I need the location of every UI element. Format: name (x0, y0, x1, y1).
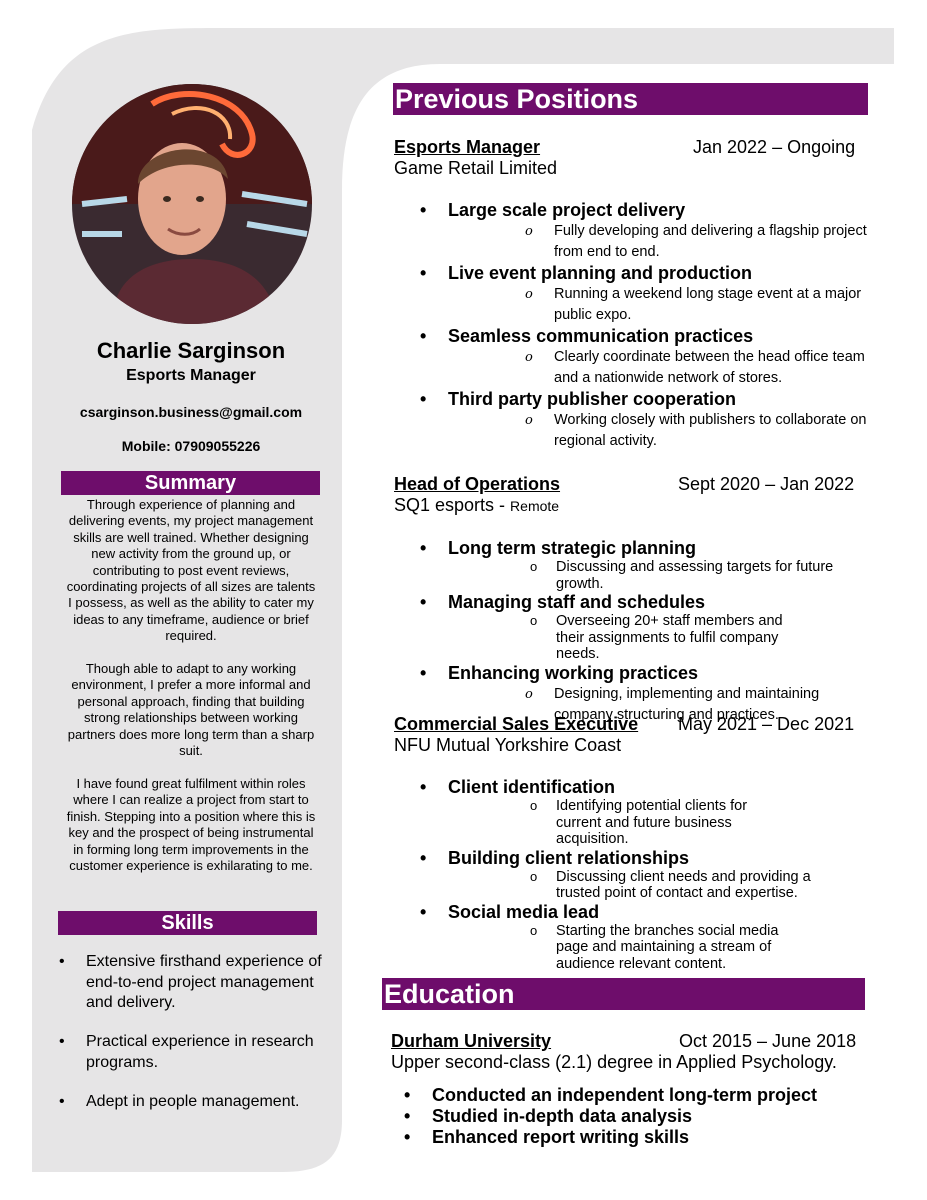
job-point-head: Third party publisher cooperation (448, 389, 737, 409)
job-dates: Jan 2022 – Ongoing (693, 137, 856, 157)
job-title: Commercial Sales Executive (394, 714, 639, 734)
profile-mobile: Mobile: 07909055226 (121, 438, 261, 454)
skills-heading: Skills (58, 911, 317, 935)
job-point-detail: o Working closely with publishers to collaborate on regional activity. (448, 410, 868, 452)
job-title: Head of Operations (394, 474, 561, 494)
education-point: • Studied in-depth data analysis (391, 1106, 871, 1127)
job-entry (394, 137, 868, 452)
job-entry (394, 474, 868, 726)
job-dates: Sept 2020 – Jan 2022 (678, 474, 855, 494)
job-company-note: Remote (510, 498, 560, 514)
job-point-head: Large scale project delivery (448, 200, 686, 220)
profile-email[interactable]: csarginson.business@gmail.com (79, 404, 303, 420)
job-point-head: Building client relationships (448, 847, 690, 868)
job-company: NFU Mutual Yorkshire Coast (394, 735, 622, 755)
profile-role: Esports Manager (126, 367, 256, 384)
degree: Upper second-class (2.1) degree in Applied Psychology. (391, 1052, 837, 1072)
job-entry (394, 714, 868, 972)
job-point-detail: o Discussing and assessing targets for future growth. (448, 559, 868, 592)
education-heading: Education (382, 978, 865, 1010)
job-point (394, 200, 868, 263)
job-point (394, 263, 868, 326)
positions-heading: Previous Positions (393, 83, 868, 115)
profile-name: Charlie Sarginson (96, 338, 286, 363)
job-point-head: Client identification (448, 777, 616, 797)
job-point-detail: o Running a weekend long stage event at a major public expo. (448, 284, 868, 326)
job-point-head: Long term strategic planning (448, 538, 697, 558)
summary-paragraph: Through experience of planning and delivering events, my project management skills are well trained. Whether designing new activity from the ground up, or contributing to post event reviews, coordinating projects of all sizes are talents I possess, as well as the ability to cater my ideas to any timeframe, audience or brief required. (66, 497, 316, 644)
job-point-head: Enhancing working practices (448, 662, 699, 683)
skills-list (56, 952, 332, 1131)
job-point-detail: o Discussing client needs and providing a trusted point of contact and expertise. (448, 869, 868, 902)
job-point-head: Managing staff and schedules (448, 592, 706, 612)
education-dates: Oct 2015 – June 2018 (679, 1031, 857, 1051)
summary-heading: Summary (61, 471, 320, 495)
education-entry (391, 1031, 871, 1148)
job-point (394, 848, 868, 902)
summary-text (64, 497, 318, 891)
job-point-head: Live event planning and production (448, 263, 753, 283)
job-point-detail: o Identifying potential clients for current and future business acquisition. (448, 798, 868, 848)
job-point-detail: o Starting the branches social media page and maintaining a stream of audience relevant content. (448, 923, 868, 973)
education-point: • Conducted an independent long-term project (391, 1085, 871, 1106)
profile-photo (72, 84, 312, 324)
job-point-detail: o Clearly coordinate between the head office team and a nationwide network of stores. (448, 347, 868, 389)
summary-paragraph: I have found great fulfilment within roles where I can realize a project from start to finish. Stepping into a position where this is key and the prospect of being instrumental in forming long term improvements in the customer experience is exhilarating to me. (66, 775, 316, 873)
job-point (394, 777, 868, 848)
job-point (394, 592, 868, 663)
job-point-head: Seamless communication practices (448, 326, 754, 346)
job-dates: May 2021 – Dec 2021 (678, 714, 855, 734)
skill-item: • Extensive firsthand experience of end-to-end project management and delivery. (56, 952, 332, 1014)
job-point-head: Social media lead (448, 901, 600, 922)
job-company-name: SQ1 esports - (394, 495, 511, 515)
job-point-detail: o Fully developing and delivering a flagship project from end to end. (448, 221, 868, 263)
skill-item: • Practical experience in research programs. (56, 1032, 332, 1073)
job-point-detail: o Designing, implementing and maintaining company structuring and practices. (448, 684, 868, 726)
job-point (394, 389, 868, 452)
education-point: • Enhanced report writing skills (391, 1127, 871, 1148)
job-point (394, 902, 868, 973)
skill-item: • Adept in people management. (56, 1092, 332, 1113)
school-name: Durham University (391, 1031, 552, 1051)
job-point (394, 538, 868, 592)
job-point (394, 326, 868, 389)
job-company (394, 495, 868, 517)
job-point-detail: o Overseeing 20+ staff members and their assignments to fulfil company needs. (448, 613, 868, 663)
job-company: Game Retail Limited (394, 158, 558, 178)
summary-paragraph: Though able to adapt to any working environment, I prefer a more informal and personal approach, finding that building strong relationships between working partners does more long term than a sharp suit. (67, 661, 315, 759)
job-title: Esports Manager (394, 137, 541, 157)
